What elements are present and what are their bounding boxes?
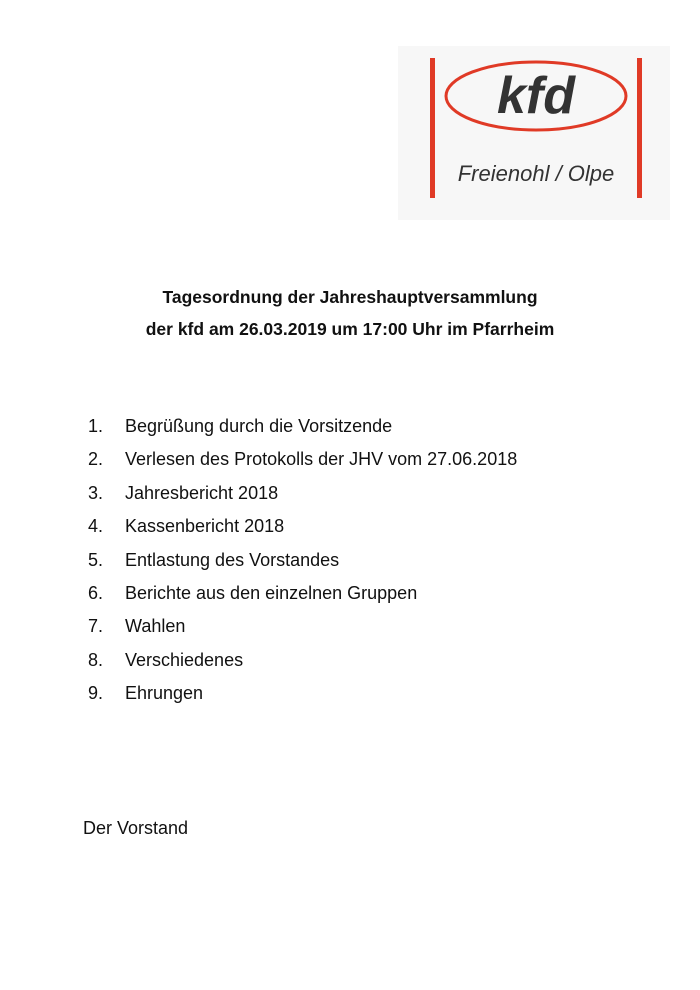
logo-brand-text: kfd [497, 67, 575, 125]
logo-location-text: Freienohl / Olpe [457, 161, 615, 186]
agenda-list [88, 414, 517, 715]
agenda-item-text: Begrüßung durch die Vorsitzende [125, 416, 393, 436]
agenda-item [88, 614, 517, 647]
agenda-item-number: 8. [88, 649, 104, 670]
agenda-item-text: Kassenbericht 2018 [125, 516, 285, 537]
signature: Der Vorstand [83, 818, 189, 838]
agenda-item-number: 9. [88, 683, 104, 704]
agenda-item-number: 5. [88, 549, 104, 570]
kfd-logo-graphic [398, 46, 670, 220]
heading-line-2: der kfd am 26.03.2019 um 17:00 Uhr im Pfarrheim [145, 319, 555, 339]
agenda-item-text: Ehrungen [125, 683, 204, 704]
agenda-item-text: Entlastung des Vorstandes [125, 549, 340, 570]
agenda-item [88, 681, 517, 714]
agenda-item [88, 581, 517, 614]
agenda-item [88, 648, 517, 681]
agenda-item-number: 6. [88, 582, 104, 603]
agenda-item-number: 7. [88, 616, 104, 637]
agenda-item [88, 514, 517, 547]
agenda-item-text: Wahlen [125, 616, 186, 637]
agenda-item-number: 2. [88, 449, 104, 470]
agenda-item-number: 4. [88, 516, 104, 537]
agenda-item [88, 414, 517, 447]
agenda-item [88, 548, 517, 581]
agenda-item-number: 3. [88, 482, 104, 503]
agenda-item-text: Verlesen des Protokolls der JHV vom 27.06.2018 [125, 449, 518, 470]
agenda-heading [0, 281, 700, 345]
logo-left-bar [430, 58, 435, 198]
heading-line-1: Tagesordnung der Jahreshauptversammlung [162, 287, 538, 307]
agenda-item-text: Verschiedenes [125, 649, 244, 670]
agenda-item [88, 447, 517, 480]
agenda-item-number: 1. [88, 416, 104, 436]
agenda-item-text: Berichte aus den einzelnen Gruppen [125, 582, 418, 603]
logo-right-bar [637, 58, 642, 198]
agenda-item-text: Jahresbericht 2018 [125, 482, 279, 503]
kfd-logo [398, 46, 670, 220]
agenda-item [88, 481, 517, 514]
